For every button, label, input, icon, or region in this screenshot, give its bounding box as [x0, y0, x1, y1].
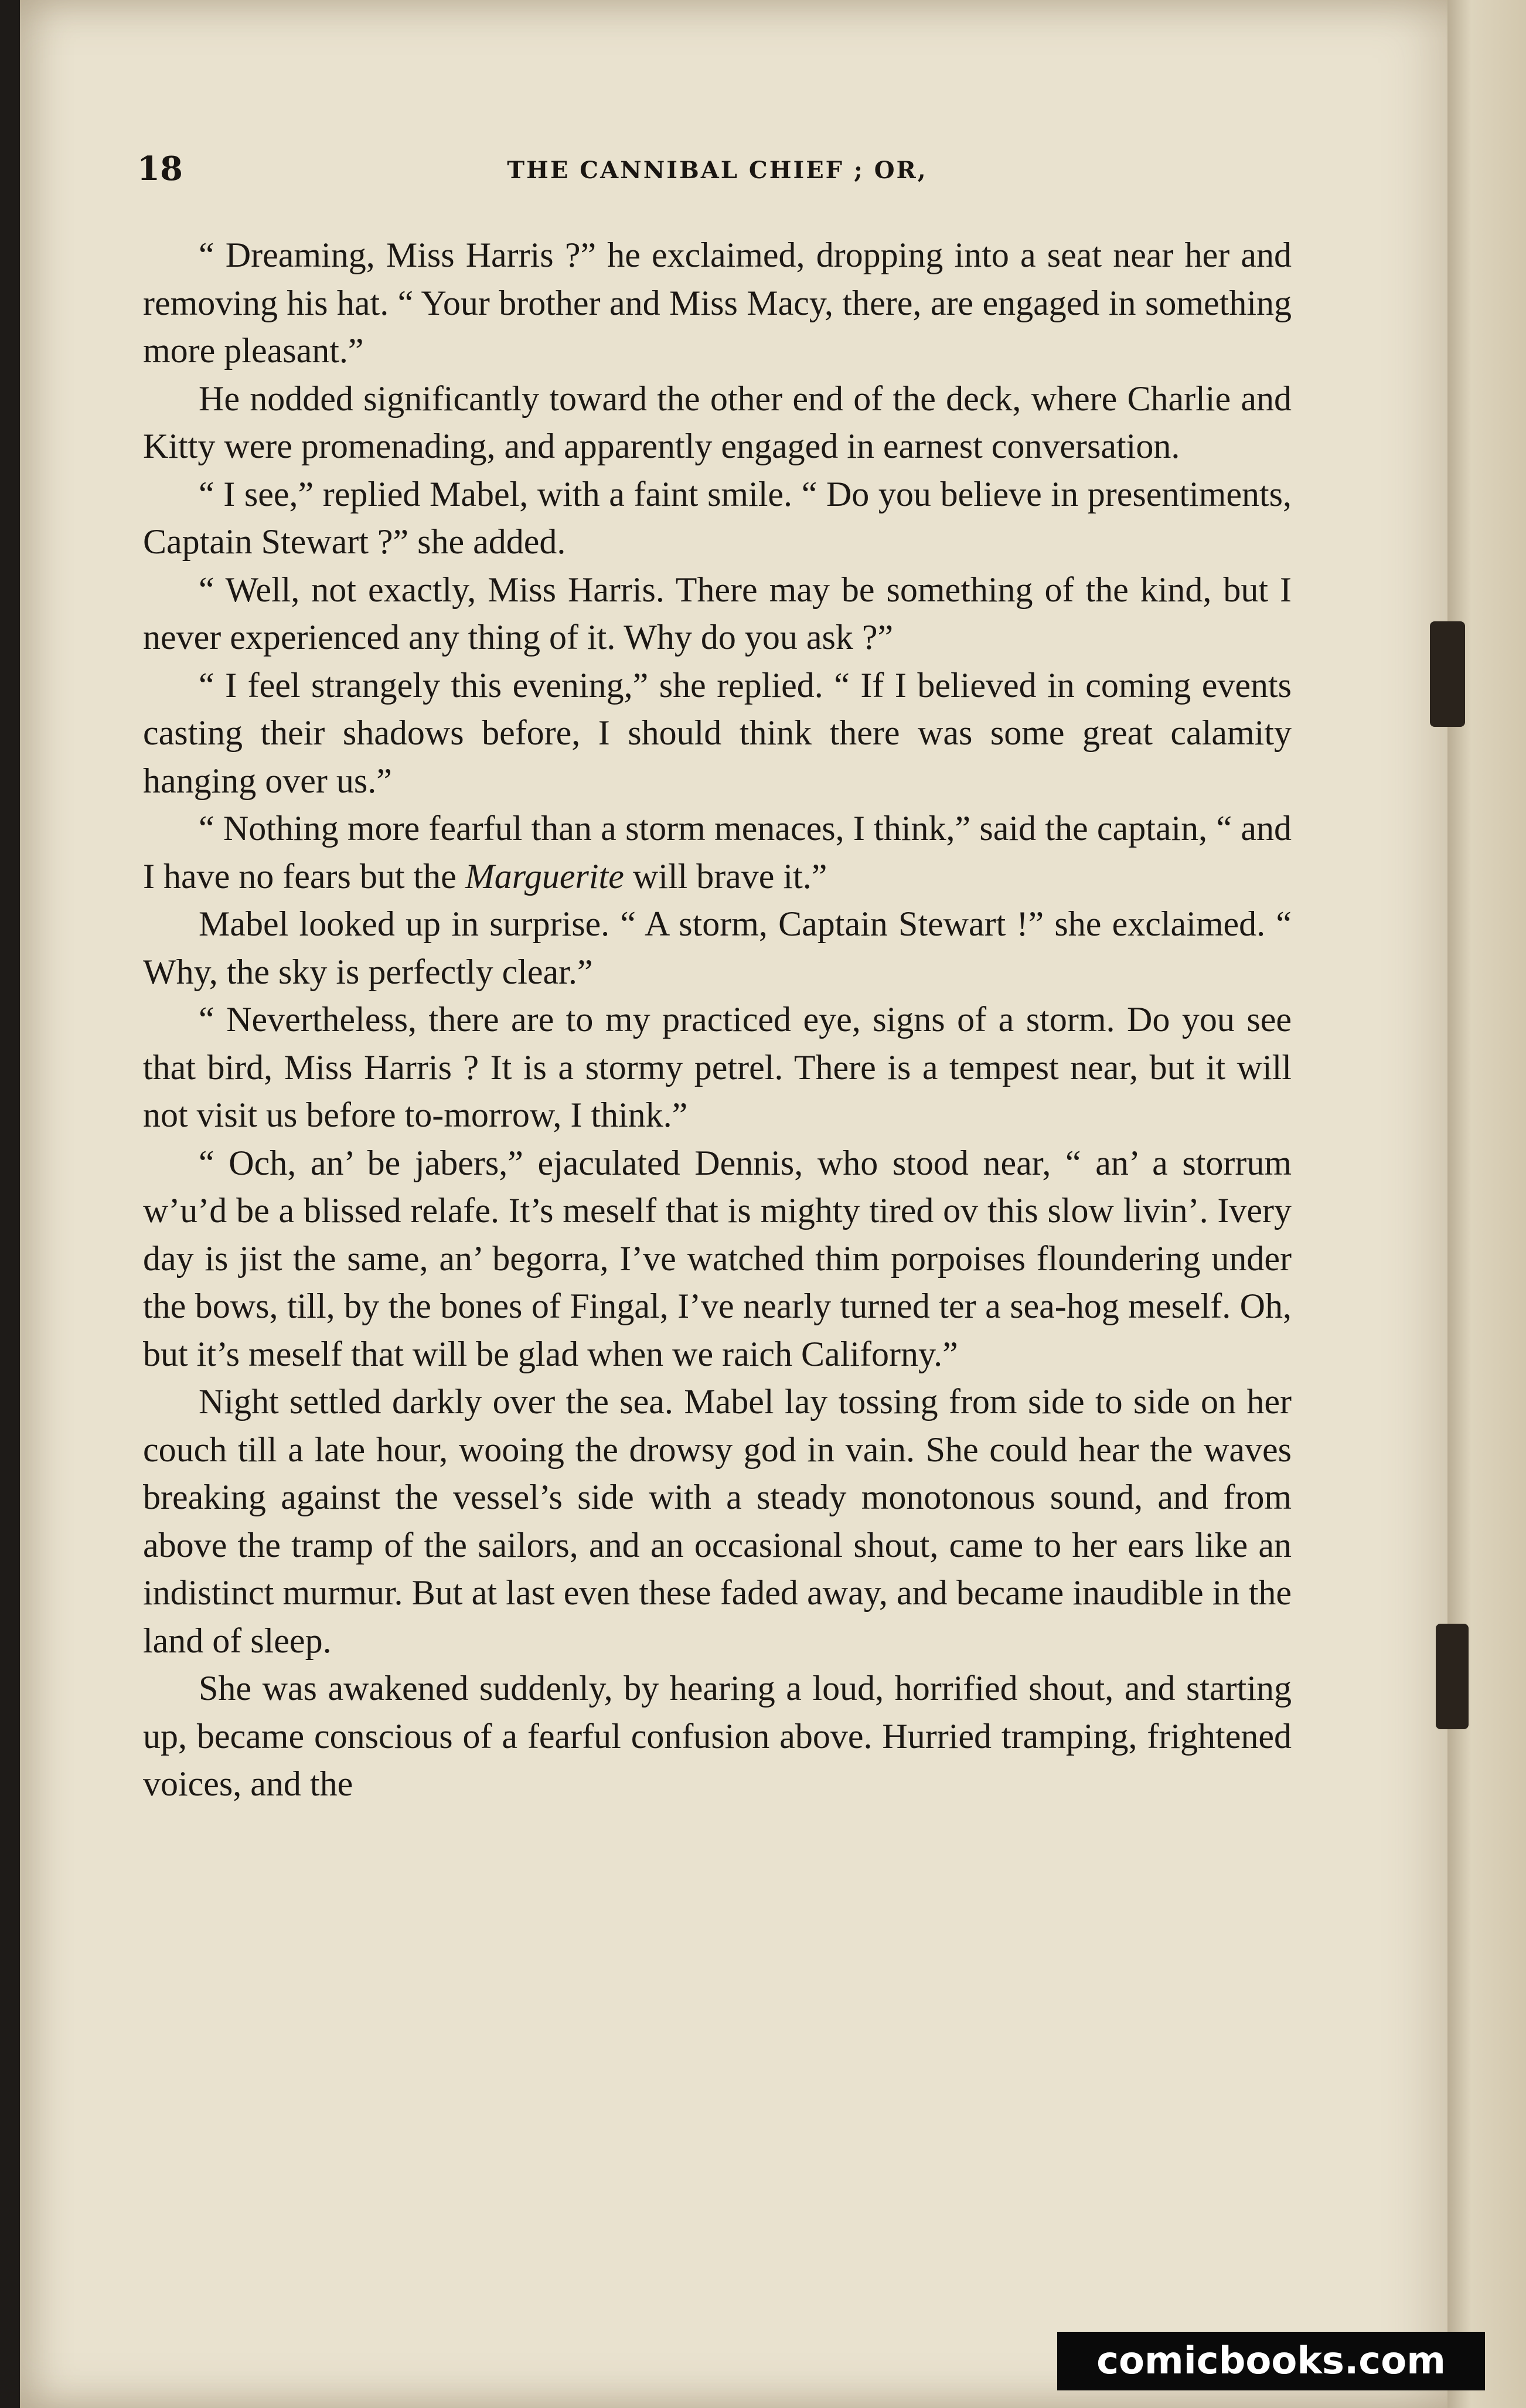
paragraph: “ Well, not exactly, Miss Harris. There may be something of the kind, but I never experienced any thing of it. Why do you ask ?” [143, 570, 1292, 657]
paragraph: “ Dreaming, Miss Harris ?” he exclaimed, dropping into a seat near her and removing his hat. “ Your brother and Miss Macy, there, are engaged in something more pleasant.” [143, 236, 1292, 370]
paragraph: “ I see,” replied Mabel, with a faint smile. “ Do you believe in presentiments, Captain Stewart ?” she added. [143, 474, 1292, 561]
binding-gutter [1447, 0, 1526, 2408]
paragraph [143, 805, 1292, 900]
page-number: 18 [137, 149, 183, 188]
paragraph: “ Nevertheless, there are to my practiced eye, signs of a storm. Do you see that bird, Miss Harris ? It is a stormy petrel. There is a tempest near, but it will not visit us before to-morrow, I think.” [143, 1000, 1292, 1134]
binding-staple-top [1430, 621, 1465, 727]
paragraph: Mabel looked up in surprise. “ A storm, Captain Stewart !” she exclaimed. “ Why, the sky is perfectly clear.” [143, 904, 1292, 991]
ship-name: Marguerite [465, 856, 624, 896]
page-header [137, 149, 1297, 196]
paragraph: Night settled darkly over the sea. Mabel lay tossing from side to side on her couch till a late hour, wooing the drowsy god in vain. She could hear the waves breaking against the vessel’s side with a steady monotonous sound, and from above the tramp of the sailors, and an occasional shout, came to her ears like an indistinct murmur. But at last even these faded away, and became inaudible in the land of sleep. [143, 1382, 1292, 1660]
paragraph-text: will brave it.” [624, 856, 827, 896]
book-page [20, 0, 1471, 2408]
binding-staple-bottom [1436, 1624, 1469, 1729]
paragraph: “ I feel strangely this evening,” she replied. “ If I believed in coming events casting their shadows before, I should think there was some great calamity hanging over us.” [143, 665, 1292, 800]
paragraph: “ Och, an’ be jabers,” ejaculated Dennis, who stood near, “ an’ a storrum w’u’d be a blissed relafe. It’s meself that is mighty tired ov this slow livin’. Ivery day is jist the same, an’ begorra, I’ve watched thim porpoises floundering under the bows, till, by the bones of Fingal, I’ve nearly turned ter a sea-hog meself. Oh, but it’s meself that will be glad when we raich Californy.” [143, 1143, 1292, 1373]
paragraph-text: “ Nothing more fearful than a storm menaces, I think,” said the captain, “ and I have no fears but the [143, 809, 1292, 896]
paragraph: He nodded significantly toward the other end of the deck, where Charlie and Kitty were promenading, and apparently engaged in earnest conversation. [143, 379, 1292, 465]
watermark-logo: comicbooks.com [1057, 2332, 1485, 2390]
body-text [143, 232, 1292, 1808]
paragraph: She was awakened suddenly, by hearing a loud, horrified shout, and starting up, became conscious of a fearful confusion above. Hurried tramping, frightened voices, and the [143, 1669, 1292, 1803]
running-title: THE CANNIBAL CHIEF ; OR, [507, 157, 928, 184]
